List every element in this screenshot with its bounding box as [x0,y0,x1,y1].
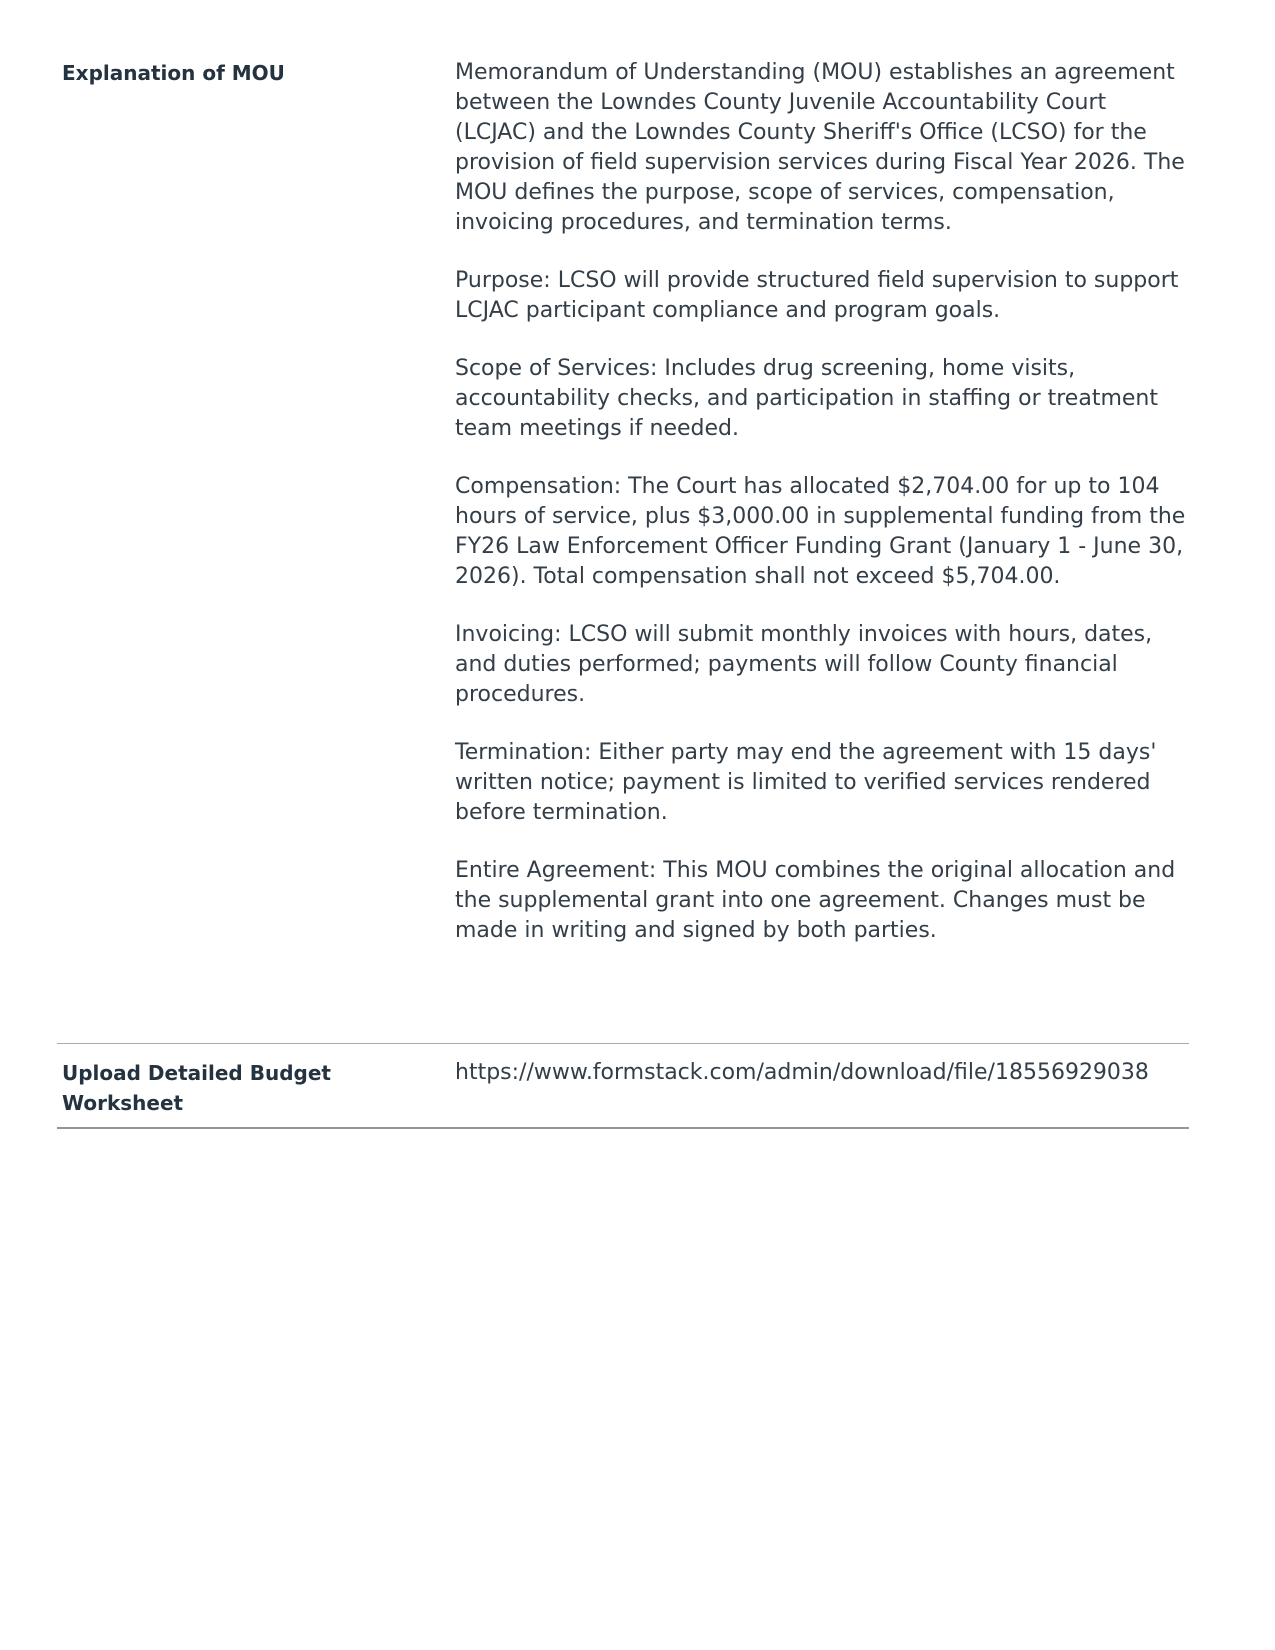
field-row-upload-budget-worksheet [57,1043,1189,1129]
mou-paragraph-invoicing: Invoicing: LCSO will submit monthly invoices with hours, dates, and duties performed; payments will follow County financial procedures. [455,622,1153,707]
mou-paragraph-termination: Termination: Either party may end the agreement with 15 days' written notice; payment is limited to verified services rendered before termination. [455,740,1157,825]
field-label-upload-budget-worksheet: Upload Detailed Budget Worksheet [62,1061,331,1115]
mou-paragraph-compensation: Compensation: The Court has allocated $2,704.00 for up to 104 hours of service, plus $3,000.00 in supplemental funding from the FY26 Law Enforcement Officer Funding Grant (January 1 - June 30, 2026). Total compensation shall not exceed $5,704.00. [455,474,1186,589]
field-label-explanation-of-mou: Explanation of MOU [62,61,285,85]
uploaded-file-download-url[interactable]: https://www.formstack.com/admin/download/file/18556929038 [455,1060,1149,1085]
field-row-explanation-of-mou [57,58,1189,946]
field-value-upload-budget-worksheet [455,1058,1189,1088]
mou-paragraph-purpose: Purpose: LCSO will provide structured field supervision to support LCJAC participant compliance and program goals. [455,268,1179,323]
field-value-explanation-of-mou [455,58,1189,946]
mou-paragraph-scope-of-services: Scope of Services: Includes drug screening, home visits, accountability checks, and participation in staffing or treatment team meetings if needed. [455,356,1158,441]
mou-paragraph-entire-agreement: Entire Agreement: This MOU combines the original allocation and the supplemental grant into one agreement. Changes must be made in writing and signed by both parties. [455,858,1176,943]
mou-paragraph-overview: Memorandum of Understanding (MOU) establishes an agreement between the Lowndes County Juvenile Accountability Court (LCJAC) and the Lowndes County Sheriff's Office (LCSO) for the provision of field supervision services during Fiscal Year 2026. The MOU defines the purpose, scope of services, compensation, invoicing procedures, and termination terms. [455,60,1185,235]
